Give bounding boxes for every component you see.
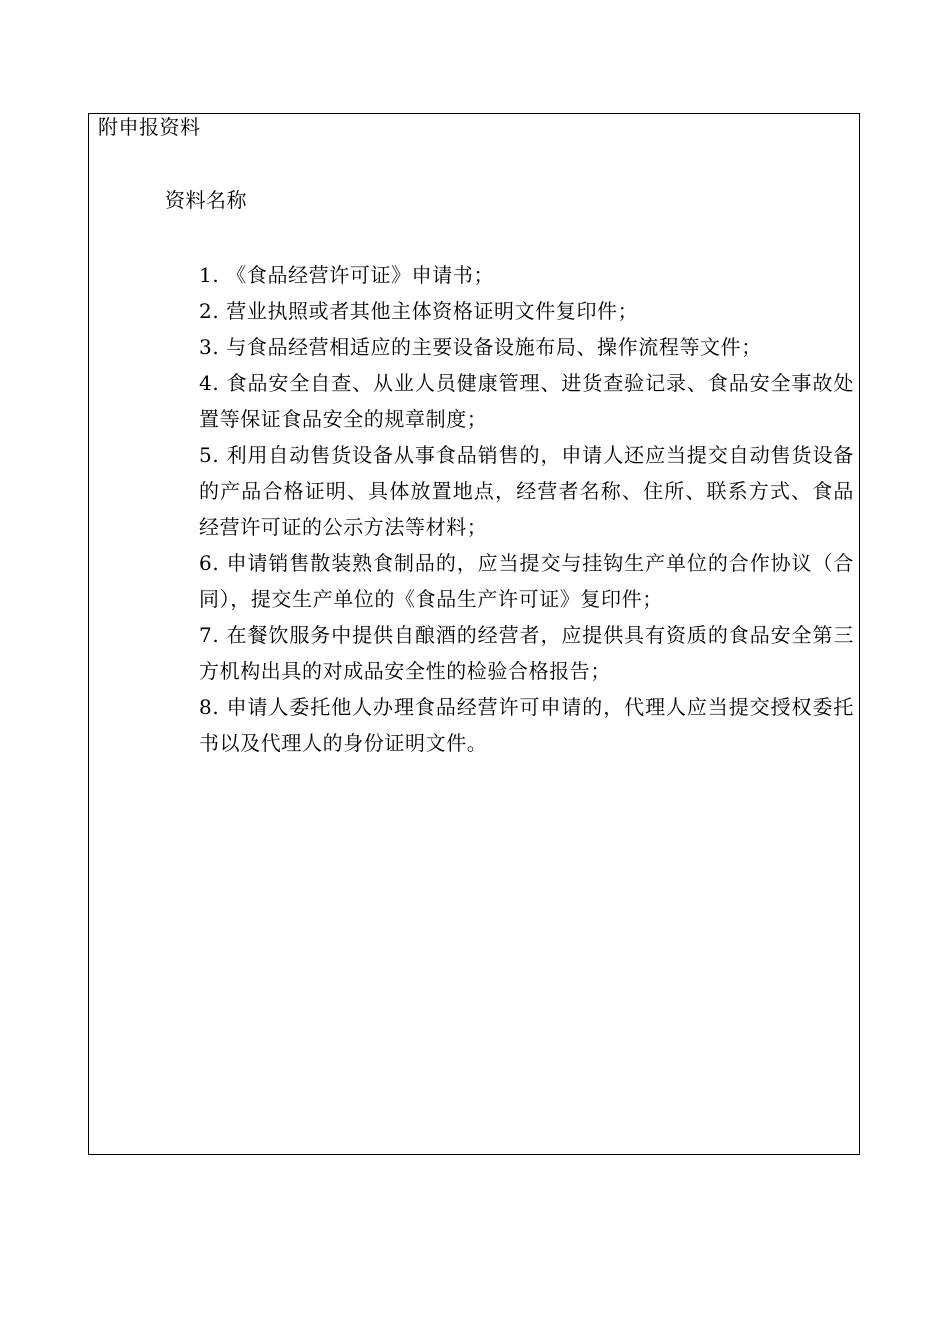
list-item: 2. 营业执照或者其他主体资格证明文件复印件； xyxy=(199,299,639,323)
list-item: 6. 申请销售散装熟食制品的，应当提交与挂钩生产单位的合作协议（合同），提交生产单位的《食品生产许可证》复印件； xyxy=(199,551,854,611)
list-item: 8. 申请人委托他人办理食品经营许可申请的，代理人应当提交授权委托书以及代理人的身份证明文件。 xyxy=(199,695,854,755)
list-item: 5. 利用自动售货设备从事食品销售的，申请人还应当提交自动售货设备的产品合格证明、具体放置地点，经营者名称、住所、联系方式、食品经营许可证的公示方法等材料； xyxy=(199,443,854,539)
list-item: 3. 与食品经营相适应的主要设备设施布局、操作流程等文件； xyxy=(199,335,762,359)
attachment-box xyxy=(88,113,860,1155)
materials-title: 资料名称 xyxy=(165,188,247,212)
materials-list xyxy=(199,257,854,761)
list-item: 1. 《食品经营许可证》申请书； xyxy=(199,263,495,287)
section-label: 附申报资料 xyxy=(98,115,201,139)
list-item: 7. 在餐饮服务中提供自酿酒的经营者，应提供具有资质的食品安全第三方机构出具的对成品安全性的检验合格报告； xyxy=(199,623,854,683)
list-item: 4. 食品安全自查、从业人员健康管理、进货查验记录、食品安全事故处置等保证食品安全的规章制度； xyxy=(199,371,854,431)
